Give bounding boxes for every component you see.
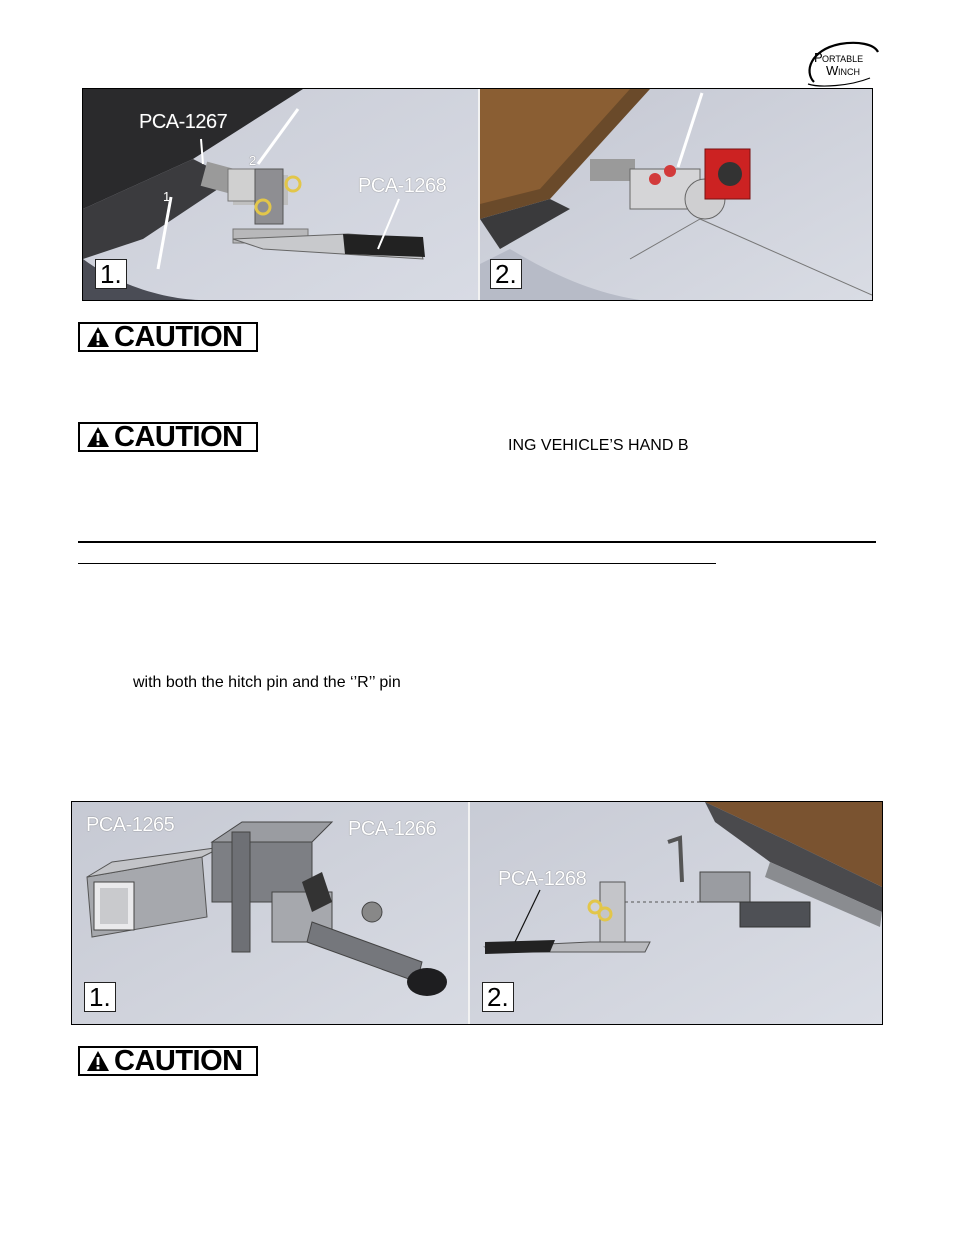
figure-top-panel-1 <box>83 89 478 300</box>
caution-badge-1 <box>78 322 258 352</box>
figure-top-panel-2 <box>480 89 872 300</box>
part-label-pca-1265: PCA-1265 <box>86 814 175 836</box>
warning-triangle-icon <box>86 1050 110 1072</box>
figure-bottom-panel-1 <box>72 802 468 1024</box>
caution-label: CAUTION <box>114 321 243 353</box>
caution-label: CAUTION <box>114 421 243 453</box>
figure-number: 2. <box>482 982 514 1012</box>
warning-triangle-icon <box>86 426 110 448</box>
part-label-pca-1266: PCA-1266 <box>348 818 437 840</box>
part-label-pca-1267: PCA-1267 <box>139 111 228 133</box>
horizontal-rule-long <box>78 541 876 543</box>
logo-initial-w: W <box>826 63 839 78</box>
figure-number: 1. <box>95 259 127 289</box>
figure-top <box>82 88 873 301</box>
caution-badge-3 <box>78 1046 258 1076</box>
caution-label: CAUTION <box>114 1045 243 1077</box>
callout-number-1: 1 <box>163 189 170 204</box>
portable-winch-logo <box>800 38 882 88</box>
logo-line-1: ORTABLE <box>822 54 864 64</box>
figure-number: 2. <box>490 259 522 289</box>
horizontal-rule-short <box>78 563 716 564</box>
text-fragment-hitch-pin: with both the hitch pin and the ‘’R’’ pin <box>133 674 401 691</box>
caution-badge-2 <box>78 422 258 452</box>
figure-bottom <box>71 801 883 1025</box>
warning-triangle-icon <box>86 326 110 348</box>
part-label-pca-1268: PCA-1268 <box>498 868 587 890</box>
logo-line-2: INCH <box>838 67 860 77</box>
figure-number: 1. <box>84 982 116 1012</box>
logo-initial-p: P <box>814 50 823 65</box>
text-fragment-vehicle-hand-brake: ING VEHICLE’S HAND B <box>508 437 689 454</box>
part-label-pca-1268: PCA-1268 <box>358 175 447 197</box>
figure-bottom-panel-2 <box>470 802 882 1024</box>
callout-number-2: 2 <box>249 153 256 168</box>
